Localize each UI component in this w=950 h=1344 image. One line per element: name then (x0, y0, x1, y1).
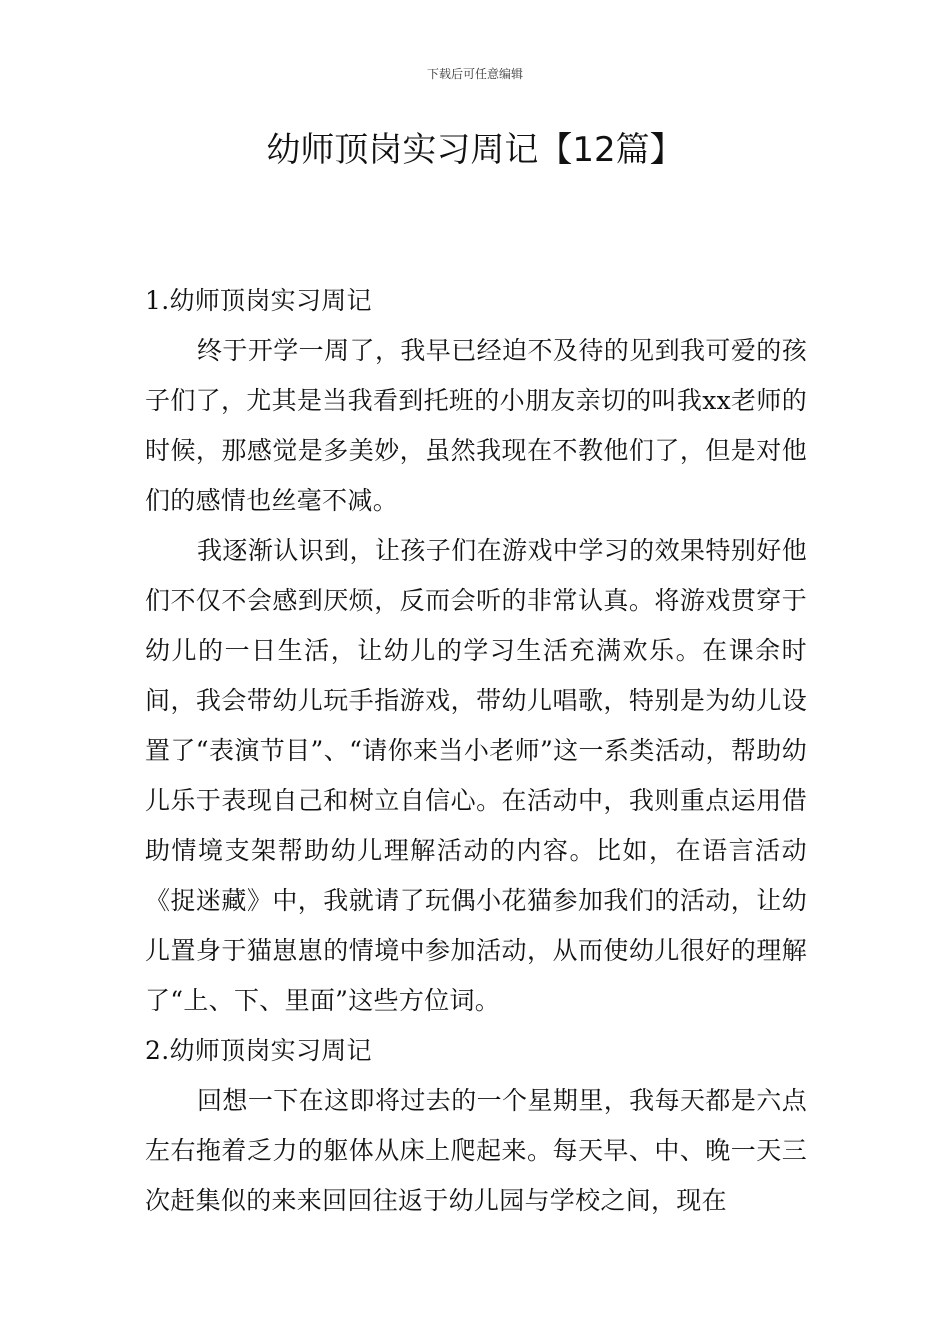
document-title: 幼师顶岗实习周记【12篇】 (266, 130, 684, 170)
section-heading: 1.幼师顶岗实习周记 (145, 286, 372, 315)
section-2 (145, 1026, 807, 1226)
section-heading: 2.幼师顶岗实习周记 (145, 1036, 372, 1065)
paragraph: 我逐渐认识到，让孩子们在游戏中学习的效果特别好他们不仅不会感到厌烦，反而会听的非常认真。将游戏贯穿于幼儿的一日生活，让幼儿的学习生活充满欢乐。在课余时间，我会带幼儿玩手指游戏，带幼儿唱歌，特别是为幼儿设置了“表演节目”、“请你来当小老师”这一系类活动，帮助幼儿乐于表现自己和树立自信心。在活动中，我则重点运用借助情境支架帮助幼儿理解活动的内容。比如，在语言活动《捉迷藏》中，我就请了玩偶小花猫参加我们的活动，让幼儿置身于猫崽崽的情境中参加活动，从而使幼儿很好的理解了“上、下、里面”这些方位词。 (145, 536, 807, 1015)
header-note: 下载后可任意编辑 (426, 67, 523, 81)
paragraph: 终于开学一周了，我早已经迫不及待的见到我可爱的孩子们了，尤其是当我看到托班的小朋友亲切的叫我xx老师的时候，那感觉是多美妙，虽然我现在不教他们了，但是对他们的感情也丝毫不减。 (145, 336, 807, 515)
document-body (145, 276, 807, 1226)
paragraph: 回想一下在这即将过去的一个星期里，我每天都是六点左右拖着乏力的躯体从床上爬起来。每天早、中、晚一天三次赶集似的来来回回往返于幼儿园与学校之间，现在 (145, 1086, 807, 1215)
section-1 (145, 276, 807, 1026)
